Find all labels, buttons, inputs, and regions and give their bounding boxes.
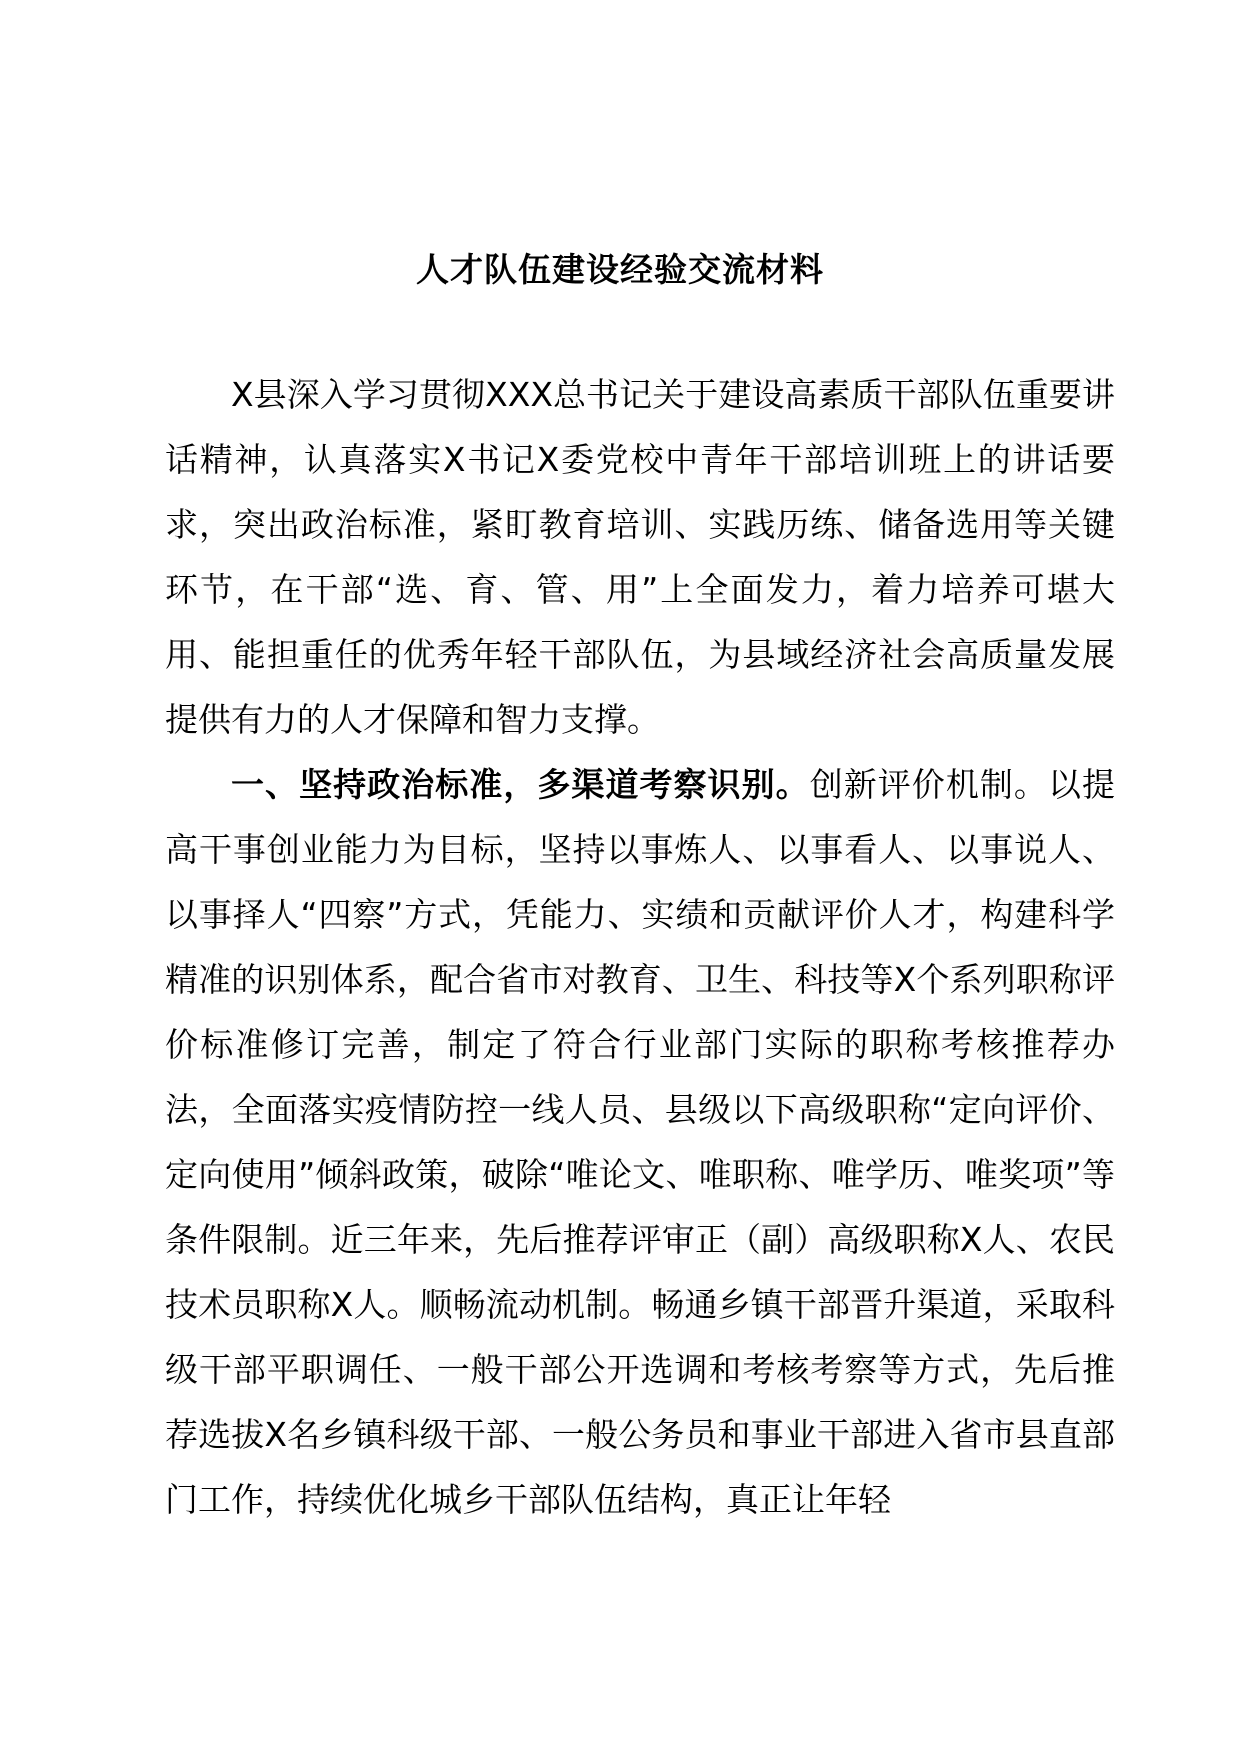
section-1-paragraph	[165, 752, 1115, 1532]
intro-paragraph: X县深入学习贯彻XXX总书记关于建设高素质干部队伍重要讲话精神，认真落实X书记X委党校中青年干部培训班上的讲话要求，突出政治标准，紧盯教育培训、实践历练、储备选用等关键环节，在干部“选、育、管、用”上全面发力，着力培养可堪大用、能担重任的优秀年轻干部队伍，为县域经济社会高质量发展提供有力的人才保障和智力支撑。	[165, 375, 1115, 739]
document-body	[165, 362, 1115, 1532]
section-1-heading: 一、坚持政治标准，多渠道考察识别。	[231, 765, 810, 804]
document-title: 人才队伍建设经验交流材料	[416, 250, 824, 289]
section-1-text: 创新评价机制。以提高干事创业能力为目标，坚持以事炼人、以事看人、以事说人、以事择人“四察”方式，凭能力、实绩和贡献评价人才，构建科学精准的识别体系，配合省市对教育、卫生、科技等X个系列职称评价标准修订完善，制定了符合行业部门实际的职称考核推荐办法，全面落实疫情防控一线人员、县级以下高级职称“定向评价、定向使用”倾斜政策，破除“唯论文、唯职称、唯学历、唯奖项”等条件限制。近三年来，先后推荐评审正（副）高级职称X人、农民技术员职称X人。顺畅流动机制。畅通乡镇干部晋升渠道，采取科级干部平职调任、一般干部公开选调和考核考察等方式，先后推荐选拔X名乡镇科级干部、一般公务员和事业干部进入省市县直部门工作，持续优化城乡干部队伍结构，真正让年轻	[165, 765, 1116, 1519]
